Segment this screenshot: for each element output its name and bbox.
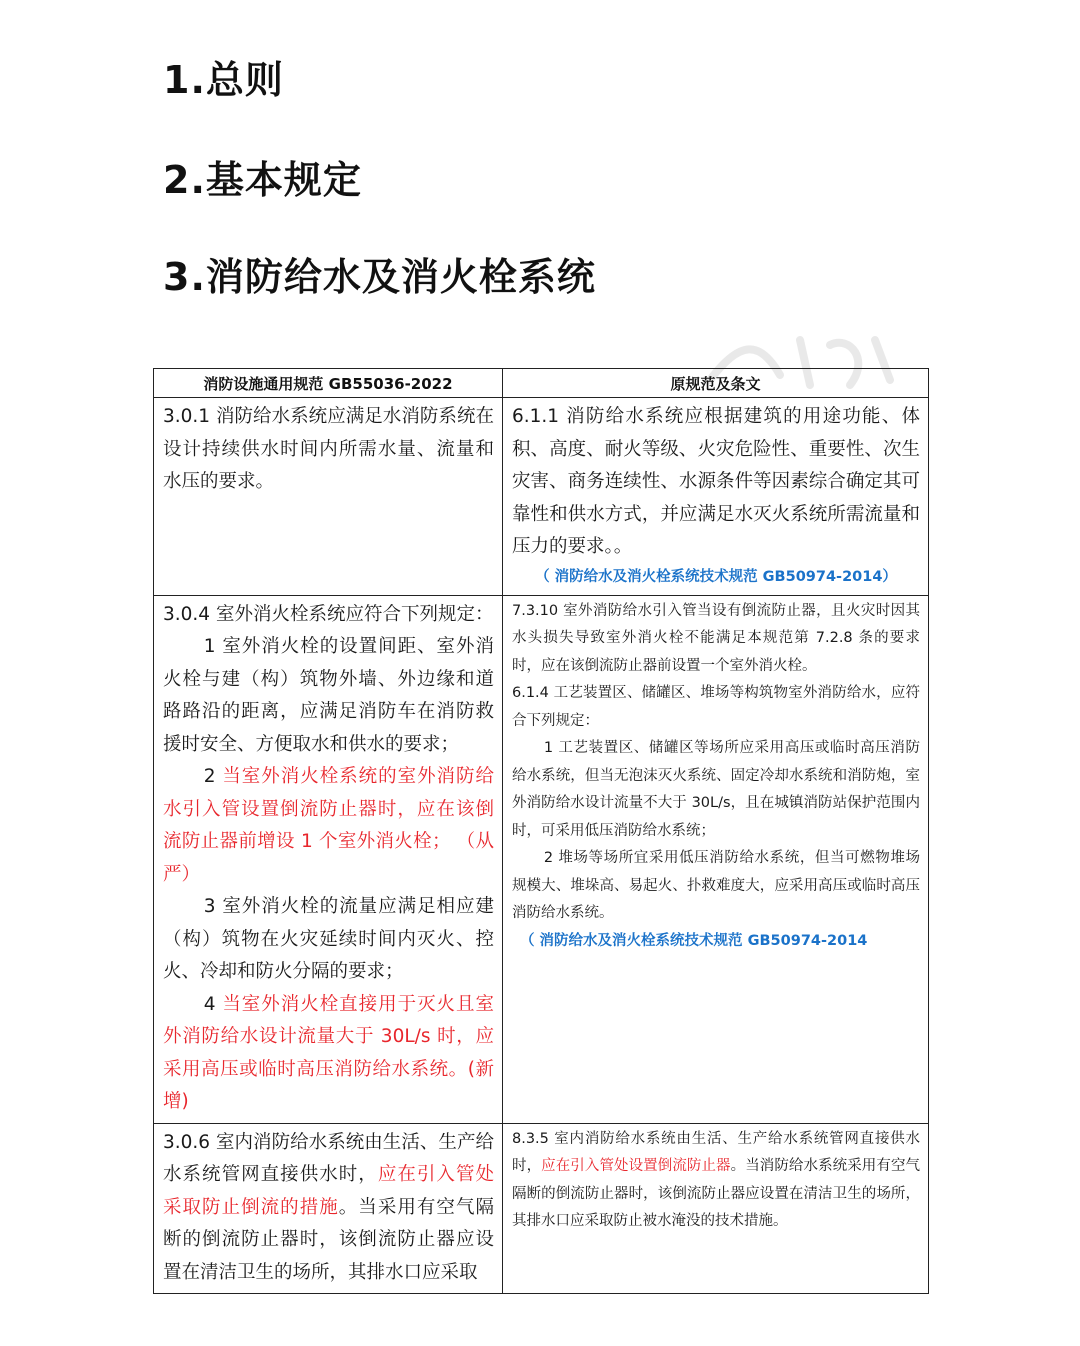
clause-6-1-4-item-1: 1 工艺装置区、储罐区等场所应采用高压或临时高压消防给水系统，但当无泡沫灭火系统、固定冷却水系统和消防炮，室外消防给水设计流量不大于 30L/s，且在城镇消防站保护范围内时，可采用低压消防给水系统； bbox=[512, 740, 920, 839]
header-new-standard: 消防设施通用规范 GB55036-2022 bbox=[154, 369, 503, 398]
clause-3-0-4: 3.0.4 室外消火栓系统应符合下列规定： bbox=[163, 603, 494, 625]
clause-6-1-4-item-2: 2 堆场等场所宜采用低压消防给水系统，但当可燃物堆场规模大、堆垛高、易起火、扑救难度大，应采用高压或临时高压消防给水系统。 bbox=[512, 850, 920, 921]
table-row bbox=[154, 398, 929, 596]
item-number: 4 bbox=[203, 993, 223, 1015]
section-heading-fire-water-supply: 3.消防给水及消火栓系统 bbox=[163, 255, 596, 299]
highlighted-text: 当室外消火栓系统的室外消防给水引入管设置倒流防止器时，应在该倒流防止器前增设 1 个室外消火栓； （从严） bbox=[163, 766, 494, 885]
clause-8-3-5 bbox=[512, 1126, 920, 1236]
clause-3-0-1: 3.0.1 消防给水系统应满足水消防系统在设计持续供水时间内所需水量、流量和水压的要求。 bbox=[163, 406, 494, 492]
source-reference: （ 消防给水及消火栓系统技术规范 GB50974-2014） bbox=[535, 568, 897, 585]
highlighted-text: 当室外消火栓直接用于灭火且室外消防给水设计流量大于 30L/s 时，应采用高压或临时高压消防给水系统。(新增) bbox=[163, 993, 494, 1112]
clause-text: 。当消防给水系统采用有空气隔断的倒流防止器时，该倒流防止器应设置在清洁卫生的场所，其排水口应采取防止被水淹没的技术措施。 bbox=[512, 1158, 921, 1229]
clause-6-1-1: 6.1.1 消防给水系统应根据建筑的用途功能、体积、高度、耐火等级、火灾危险性、重要性、次生灾害、商务连续性、水源条件等因素综合确定其可靠性和供水方式，并应满足水灭火系统所需流量和压力的要求。。 bbox=[512, 406, 920, 557]
comparison-table bbox=[153, 368, 929, 1294]
row2-new-clause bbox=[154, 595, 503, 1123]
highlighted-text: 应在引入管处设置倒流防止器 bbox=[541, 1158, 731, 1174]
row3-new-clause bbox=[154, 1123, 503, 1294]
clause-3-0-4-item-4 bbox=[163, 989, 494, 1119]
clause-7-3-10: 7.3.10 室外消防给水引入管当设有倒流防止器，且火灾时因其水头损失导致室外消火栓不能满足本规范第 7.2.8 条的要求时，应在该倒流防止器前设置一个室外消火栓。 bbox=[512, 602, 920, 674]
clause-3-0-4-item-1: 1 室外消火栓的设置间距、室外消火栓与建（构）筑物外墙、外边缘和道路路沿的距离，应满足消防车在消防救援时安全、方便取水和供水的要求； bbox=[163, 636, 494, 755]
clause-text: 。当采用有空气隔断的倒流防止器时，该倒流防止器应设置在清洁卫生的场所，其排水口应采取 bbox=[163, 1196, 494, 1283]
item-number: 2 bbox=[203, 766, 223, 787]
highlighted-text: 应在引入管处采取防止倒流的措施 bbox=[163, 1164, 494, 1218]
row2-original-clause bbox=[503, 595, 929, 1123]
clause-6-1-4: 6.1.4 工艺装置区、储罐区、堆场等构筑物室外消防给水，应符合下列规定： bbox=[512, 685, 920, 729]
table-row bbox=[154, 595, 929, 1123]
table-row bbox=[154, 1123, 929, 1294]
section-heading-general: 1.总则 bbox=[163, 58, 284, 102]
header-original-standard: 原规范及条文 bbox=[503, 369, 929, 398]
clause-3-0-4-item-3: 3 室外消火栓的流量应满足相应建（构）筑物在火灾延续时间内灭火、控火、冷却和防火分隔的要求； bbox=[163, 896, 494, 982]
row3-original-clause bbox=[503, 1123, 929, 1294]
clause-3-0-6 bbox=[163, 1127, 494, 1290]
clause-text: 3.0.6 室内消防给水系统由生活、生产给水系统管网直接供水时， bbox=[163, 1131, 494, 1185]
clause-text: 8.3.5 室内消防给水系统由生活、生产给水系统管网直接供水时， bbox=[512, 1130, 920, 1174]
section-heading-basic-rules: 2.基本规定 bbox=[163, 158, 362, 202]
row1-original-clause bbox=[503, 398, 929, 596]
source-reference: （ 消防给水及消火栓系统技术规范 GB50974-2014 bbox=[520, 932, 868, 949]
row1-new-clause bbox=[154, 398, 503, 596]
clause-3-0-4-item-2 bbox=[163, 761, 494, 891]
table-header-row bbox=[154, 369, 929, 398]
